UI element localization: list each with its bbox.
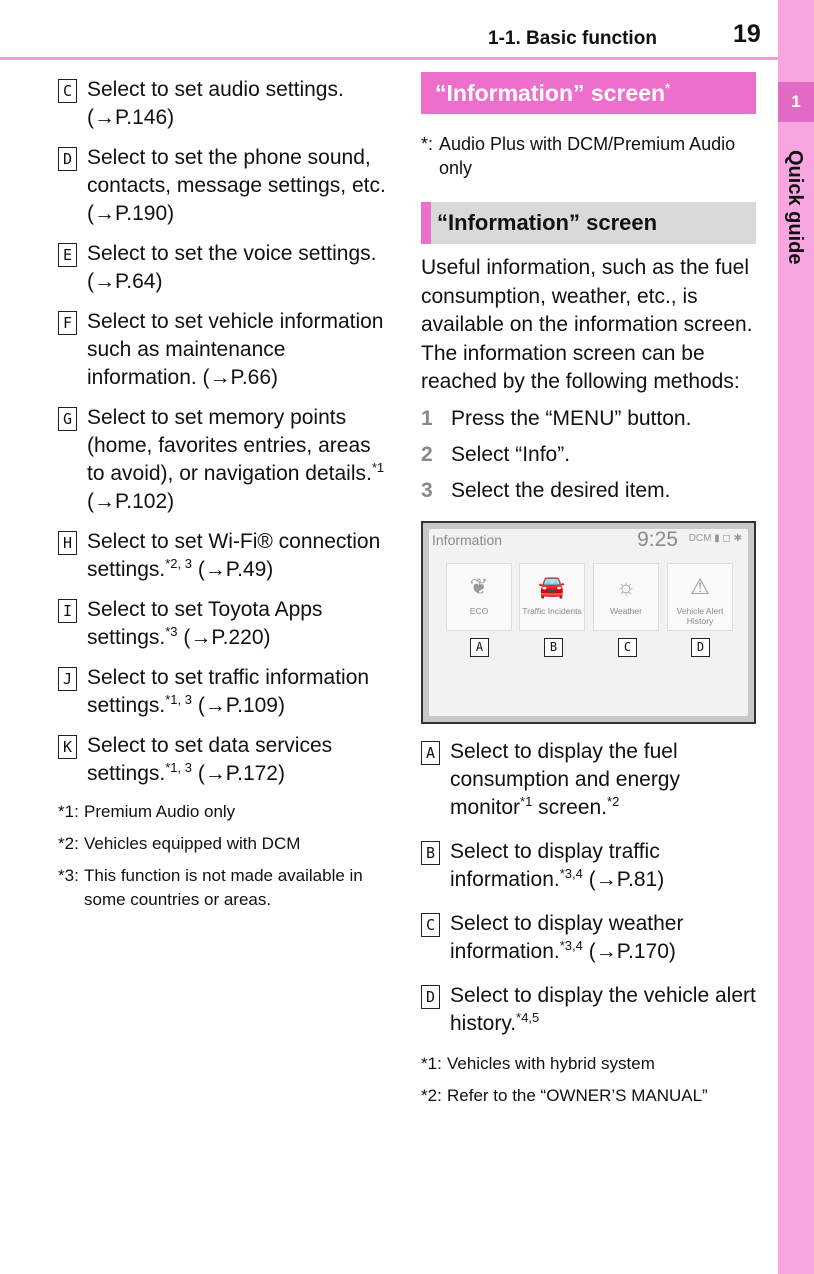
- footnote-mark: *1:: [421, 1053, 442, 1073]
- section-heading: [421, 72, 756, 114]
- item-sup: *2, 3: [165, 556, 192, 571]
- screen-display: [429, 529, 748, 716]
- item-letter: C: [58, 79, 77, 103]
- list-item: [58, 308, 393, 392]
- tile-traffic-incidents[interactable]: [519, 563, 585, 631]
- callout-letter: A: [470, 638, 489, 657]
- page-ref: (→P.49): [197, 558, 274, 581]
- footnote-mark: *3:: [58, 866, 79, 885]
- tile-weather[interactable]: [593, 563, 659, 631]
- item-sup: *3,4: [559, 937, 583, 953]
- item-letter: I: [58, 599, 77, 623]
- paragraph-line: Useful information, such as the fuel consumption, weather, etc., is available on the information screen.: [421, 256, 753, 336]
- left-column: [58, 76, 393, 920]
- item-text: Select to display traffic information.: [450, 839, 660, 891]
- tile-label: ECO: [469, 605, 489, 616]
- item-text: Select to display the fuel consumption and energy monitor: [450, 739, 680, 819]
- item-text: Select to display weather information.: [450, 911, 684, 963]
- information-screen-image: [421, 521, 756, 724]
- step-number: 3: [421, 478, 433, 502]
- list-item: [58, 732, 393, 788]
- chapter-number: 1: [778, 82, 814, 122]
- footnote-text: Vehicles with hybrid system: [447, 1053, 655, 1073]
- note-mark: *:: [421, 134, 434, 154]
- item-sup: *1, 3: [165, 692, 192, 707]
- leaf-icon: ❦: [469, 573, 489, 599]
- item-letter: H: [58, 531, 77, 555]
- item-letter: A: [421, 741, 440, 765]
- page-ref: (→P.170): [588, 939, 676, 963]
- item-letter: K: [58, 735, 77, 759]
- footnote-text: This function is not made available in some countries or areas.: [84, 866, 363, 909]
- callout-letter: D: [691, 638, 710, 657]
- callout-letter: C: [618, 638, 637, 657]
- screen-status: DCM ▮ ◻ ✱: [688, 532, 742, 544]
- step-text: Press the “MENU” button.: [451, 406, 692, 430]
- page-ref: (→P.220): [183, 626, 271, 649]
- item-text: Select to set Toyota Apps settings.: [87, 598, 323, 649]
- list-item: [58, 664, 393, 720]
- list-item: [58, 144, 393, 228]
- chapter-label: Quick guide: [784, 150, 806, 265]
- footnote-mark: *2:: [421, 1085, 442, 1105]
- item-text: Select to set audio settings. (→P.146): [87, 78, 344, 129]
- list-item: [421, 910, 758, 966]
- footnote-text: Vehicles equipped with DCM: [84, 834, 301, 853]
- item-text-wrap: [450, 738, 758, 822]
- footnote: [58, 864, 393, 912]
- footnote-text: Premium Audio only: [84, 802, 236, 821]
- step-item: [421, 405, 758, 433]
- item-sup: *1, 3: [165, 760, 192, 775]
- item-text: Select to display the vehicle alert history.: [450, 983, 756, 1035]
- item-letter: J: [58, 667, 77, 691]
- item-sup: *4,5: [516, 1009, 540, 1025]
- tile-label: Traffic Incidents: [522, 605, 582, 616]
- tile-label: Vehicle Alert History: [676, 605, 724, 626]
- item-letter: F: [58, 311, 77, 335]
- step-text: Select the desired item.: [451, 478, 671, 502]
- item-letter: D: [58, 147, 77, 171]
- footnote: [58, 832, 393, 856]
- item-text-wrap: [87, 528, 393, 584]
- tile-eco[interactable]: [446, 563, 512, 631]
- note-text: Audio Plus with DCM/Premium Audio only: [439, 134, 736, 178]
- callout-letter: B: [544, 638, 563, 657]
- footnote-mark: *1:: [58, 802, 79, 821]
- step-number: 2: [421, 442, 433, 466]
- list-item: [58, 596, 393, 652]
- step-item: [421, 477, 758, 505]
- item-text: Select to set vehicle information such as maintenance information. (→P.66): [87, 310, 384, 389]
- car-crash-icon: 🚘: [538, 573, 566, 599]
- heading-text: “Information” screen: [435, 80, 666, 106]
- screen-title: Information: [432, 531, 503, 548]
- item-sup: *2: [607, 793, 620, 809]
- footnote: [421, 1052, 758, 1076]
- tile-vehicle-alert-history[interactable]: [667, 563, 733, 631]
- item-text-wrap: [87, 404, 393, 516]
- item-text: Select to set the voice settings. (→P.64): [87, 242, 377, 293]
- item-text: Select to set traffic information settings.: [87, 666, 370, 717]
- section-title: 1-1. Basic function: [488, 28, 657, 49]
- item-text-wrap: [450, 982, 758, 1038]
- item-text-cont: screen.: [538, 795, 608, 819]
- item-text-wrap: [87, 664, 393, 720]
- page-number: 19: [733, 20, 761, 48]
- item-letter: B: [421, 841, 440, 865]
- list-item: [58, 404, 393, 516]
- footnote: [58, 800, 393, 824]
- list-item: [58, 528, 393, 584]
- tile-label: Weather: [610, 605, 642, 616]
- item-text-wrap: [87, 596, 393, 652]
- footnote-text: Refer to the “OWNER’S MANUAL”: [447, 1085, 708, 1105]
- page-ref: (→P.81): [588, 867, 665, 891]
- list-item: [58, 76, 393, 132]
- item-sup: *3: [165, 624, 178, 639]
- dcm-indicator: DCM: [688, 532, 712, 544]
- intro-paragraph: [421, 254, 758, 397]
- step-item: [421, 441, 758, 469]
- list-item: [421, 738, 758, 822]
- item-letter: E: [58, 243, 77, 267]
- list-item: [58, 240, 393, 296]
- item-text: Select to set data services settings.: [87, 734, 333, 785]
- page-ref: (→P.109): [197, 694, 285, 717]
- item-text-wrap: [450, 910, 758, 966]
- item-text-wrap: [450, 838, 758, 894]
- alert-history-icon: ⚠: [690, 573, 710, 599]
- list-item: [421, 982, 758, 1038]
- header-rule: [0, 57, 778, 60]
- right-column: [421, 72, 758, 1116]
- item-text: Select to set the phone sound, contacts, message settings, etc. (→P.190): [87, 146, 386, 225]
- item-sup: *1: [520, 793, 533, 809]
- item-sup: *1: [371, 460, 385, 475]
- step-number: 1: [421, 406, 433, 430]
- footnote-mark: *2:: [58, 834, 79, 853]
- weather-icon: ☼: [615, 573, 637, 599]
- item-letter: C: [421, 913, 440, 937]
- item-text: Select to set Wi-Fi® connection settings.: [87, 530, 381, 581]
- item-sup: *3,4: [559, 865, 583, 881]
- item-text: Select to set memory points (home, favorites entries, areas to avoid), or navigation details.: [87, 406, 372, 485]
- page-ref: (→P.172): [197, 762, 285, 785]
- list-item: [421, 838, 758, 894]
- availability-note: [421, 132, 758, 180]
- item-text-wrap: [87, 732, 393, 788]
- footnote: [421, 1084, 758, 1108]
- heading-sup: *: [665, 80, 671, 96]
- item-letter: G: [58, 407, 77, 431]
- step-text: Select “Info”.: [451, 442, 571, 466]
- page-ref: (→P.102): [87, 490, 175, 513]
- screen-clock: 9:25: [637, 527, 678, 551]
- paragraph-line: The information screen can be reached by the following methods:: [421, 341, 740, 393]
- item-letter: D: [421, 985, 440, 1009]
- subsection-heading: “Information” screen: [421, 202, 756, 244]
